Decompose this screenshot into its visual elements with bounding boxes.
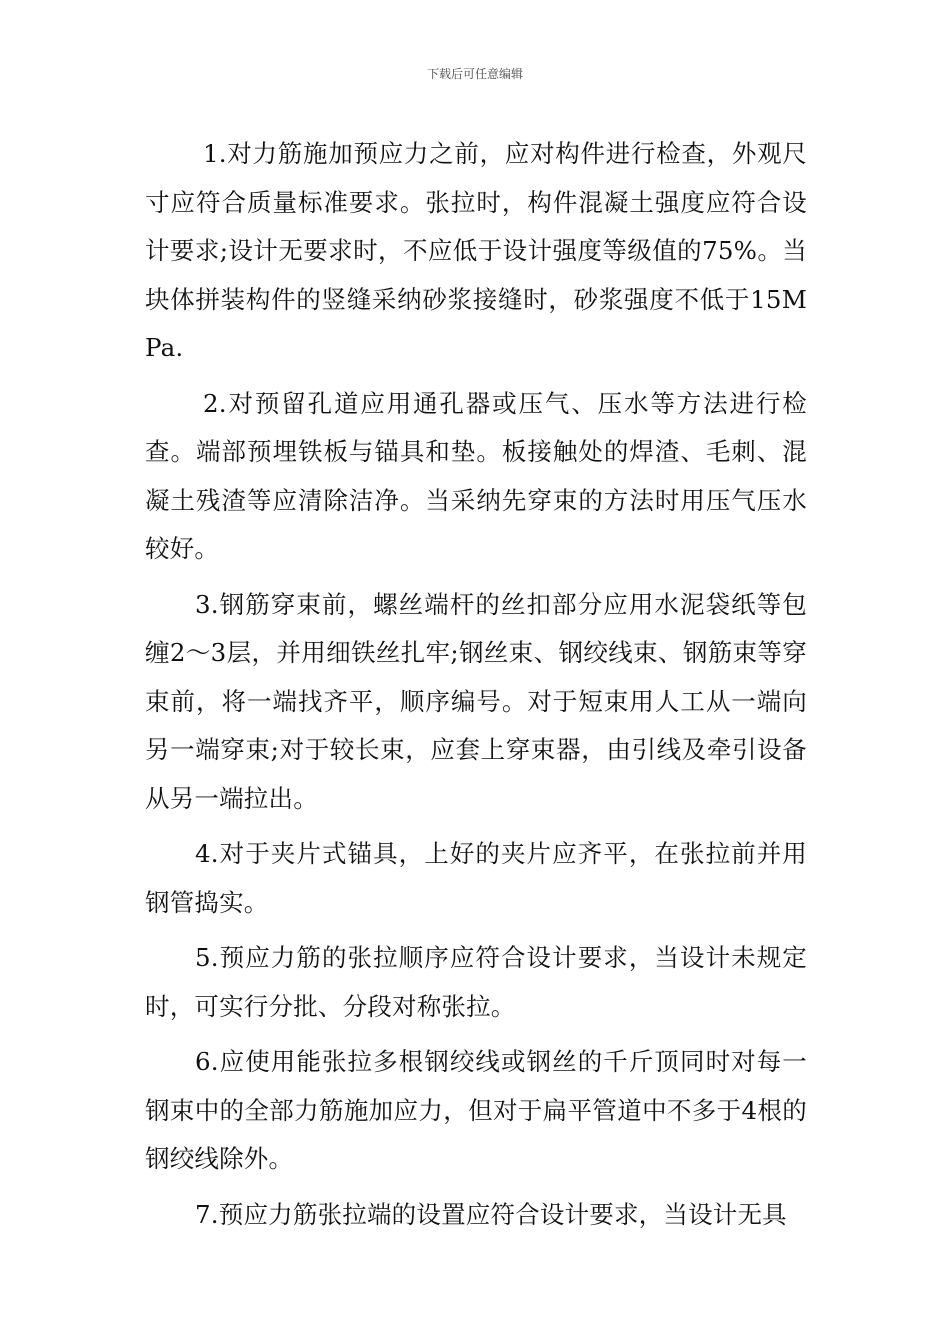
paragraph-6: 6.应使用能张拉多根钢绞线或钢丝的千斤顶同时对每一钢束中的全部力筋施加应力，但对于扁平管道中不多于4根的钢绞线除外。 <box>145 1047 807 1173</box>
paragraph-7: 7.预应力筋张拉端的设置应符合设计要求，当设计无具 <box>195 1199 787 1229</box>
paragraph-4: 4.对于夹片式锚具，上好的夹片应齐平，在张拉前并用钢管捣实。 <box>145 839 807 917</box>
page-header: 下载后可任意编辑 <box>426 67 523 81</box>
paragraph-1: 1.对力筋施加预应力之前，应对构件进行检查，外观尺寸应符合质量标准要求。张拉时，构件混凝土强度应符合设计要求;设计无要求时，不应低于设计强度等级值的75%。当块体拼装构件的竖缝采纳砂浆接缝时，砂浆强度不低于15MPa. <box>145 139 807 362</box>
paragraph-2: 2.对预留孔道应用通孔器或压气、压水等方法进行检查。端部预埋铁板与锚具和垫。板接触处的焊渣、毛刺、混凝土残渣等应清除洁净。当采纳先穿束的方法时用压气压水较好。 <box>145 388 807 563</box>
paragraph-5: 5.预应力筋的张拉顺序应符合设计要求，当设计未规定时，可实行分批、分段对称张拉。 <box>145 943 807 1021</box>
document-body <box>145 130 807 1246</box>
paragraph-3: 3.钢筋穿束前，螺丝端杆的丝扣部分应用水泥袋纸等包缠2～3层，并用细铁丝扎牢;钢丝束、钢绞线束、钢筋束等穿束前，将一端找齐平，顺序编号。对于短束用人工从一端向另一端穿束;对于较长束，应套上穿束器，由引线及牵引设备从另一端拉出。 <box>145 589 807 813</box>
